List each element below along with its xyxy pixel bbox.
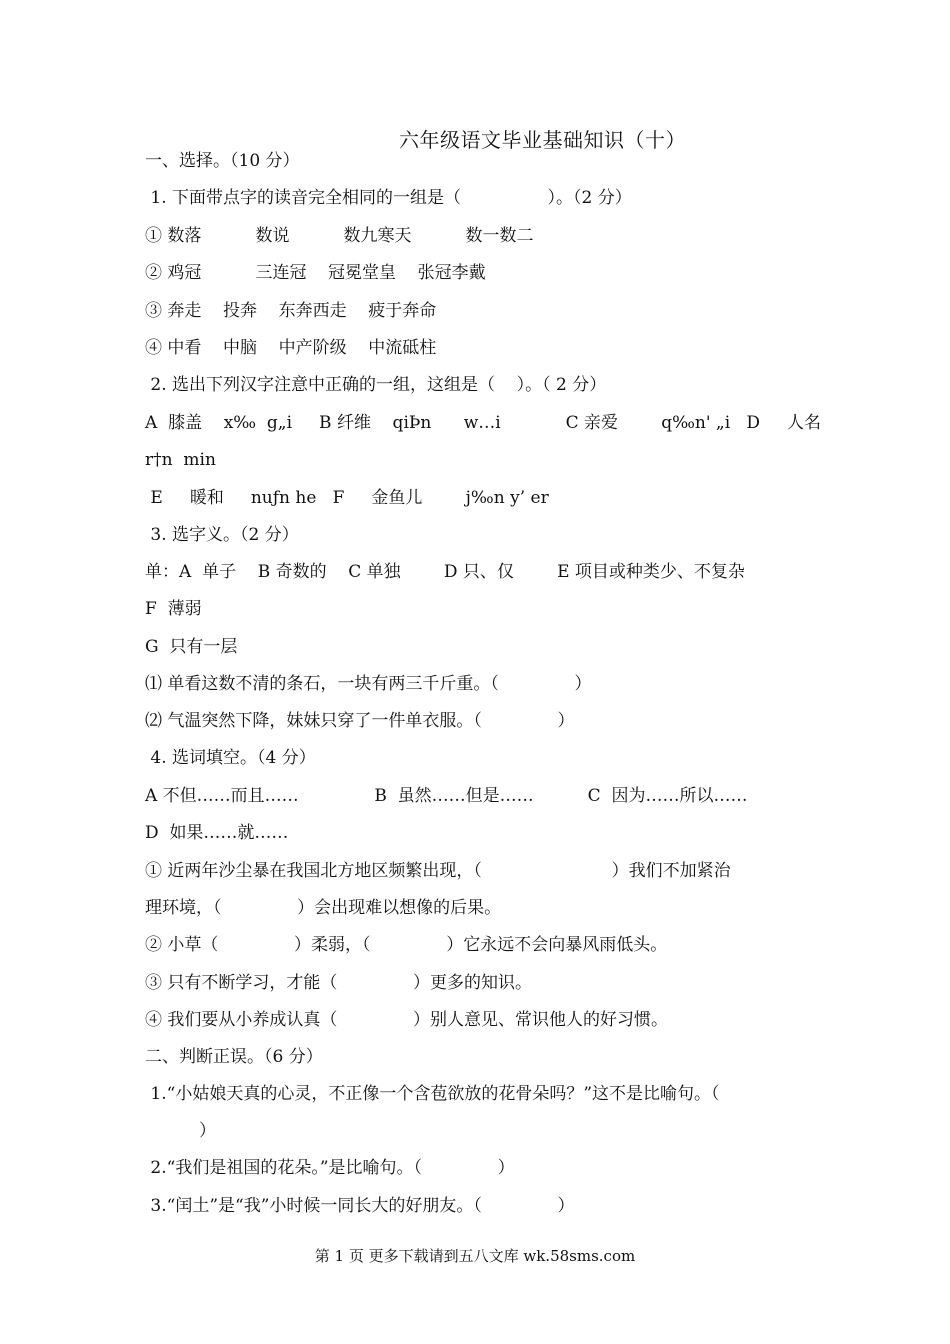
sub-question: ⑴ 单看这数不清的条石，一块有两三千斤重。（ ） [145,674,592,694]
sub-question-continued: 理环境，（ ）会出现难以想像的后果。 [145,898,502,918]
question-3: 3. 选字义。（2 分） [145,525,299,545]
option-line: A 膝盖 x‰ g„i B 纤维 qiÞn w…i C 亲爱 q‰n' „i D 人名 [145,413,822,433]
option-line: ② 鸡冠 三连冠 冠冕堂皇 张冠李戴 [145,263,486,283]
judgement-1: 1.“小姑娘天真的心灵，不正像一个含苞欲放的花骨朵吗？”这不是比喻句。（ [145,1084,720,1104]
section-heading-judgement: 二、判断正误。（6 分） [145,1047,323,1067]
sub-question: ① 近两年沙尘暴在我国北方地区频繁出现，（ ）我们不加紧治 [145,861,731,881]
sub-question: ② 小草（ ）柔弱，（ ）它永远不会向暴风雨低头。 [145,935,668,955]
document-title: 六年级语文毕业基础知识（十） [399,128,686,152]
option-line: ④ 中看 中脑 中产阶级 中流砥柱 [145,338,437,358]
judgement-3: 3.“闰土”是“我”小时候一同长大的好朋友。（ ） [145,1196,575,1216]
option-line: D 如果……就…… [145,823,289,843]
option-line: r†n min [145,450,216,470]
option-line: E 暖和 nuƒn he F 金鱼儿 j‰n y’ er [145,488,549,508]
option-line: ① 数落 数说 数九寒天 数一数二 [145,226,534,246]
sub-question: ④ 我们要从小养成认真（ ）别人意见、常识他人的好习惯。 [145,1010,669,1030]
page-footer: 第 1 页 更多下载请到五八文库 wk.58sms.com [314,1247,636,1265]
option-line: A 不但……而且…… B 虽然……但是…… C 因为……所以…… [145,786,748,806]
option-line: F 薄弱 [145,599,202,619]
sub-question: ③ 只有不断学习，才能（ ）更多的知识。 [145,973,533,993]
option-line: G 只有一层 [145,637,238,657]
judgement-2: 2.“我们是祖国的花朵。”是比喻句。（ ） [145,1158,515,1178]
question-1: 1. 下面带点字的读音完全相同的一组是（ ）。（2 分） [145,188,632,208]
sub-question: ⑵ 气温突然下降，妹妹只穿了一件单衣服。（ ） [145,711,575,731]
section-heading-choice: 一、选择。（10 分） [145,151,300,171]
question-2: 2. 选出下列汉字注意中正确的一组，这组是（ ）。（ 2 分） [145,375,607,395]
question-4: 4. 选词填空。（4 分） [145,748,316,768]
option-line: 单：A 单子 B 奇数的 C 单独 D 只、仅 E 项目或种类少、不复杂 [145,562,745,582]
option-line: ③ 奔走 投奔 东奔西走 疲于奔命 [145,301,437,321]
judgement-1-continued: ） [145,1121,217,1141]
